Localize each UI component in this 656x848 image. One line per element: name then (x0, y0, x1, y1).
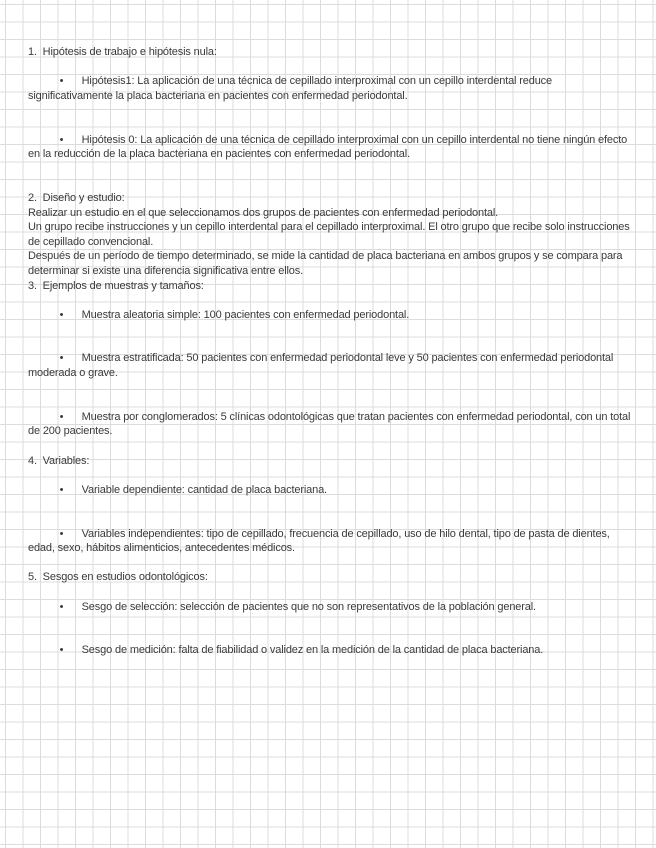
list-item-text: Variables independientes: tipo de cepillado, frecuencia de cepillado, uso de hilo dental, tipo de pasta de dientes, edad, sexo, hábitos alimenticios, antecedentes médicos. (28, 527, 613, 555)
list-item-text: Variable dependiente: cantidad de placa bacteriana. (81, 483, 327, 496)
paragraph: Realizar un estudio en el que seleccionamos dos grupos de pacientes con enfermedad periodontal. (28, 206, 499, 219)
section-heading-variables: 4. Variables: (28, 454, 90, 467)
section-heading-muestras: 3. Ejemplos de muestras y tamaños: (28, 279, 204, 292)
list-item (28, 629, 634, 673)
paragraph: Un grupo recibe instrucciones y un cepillo interdental para el cepillado interproximal. El otro grupo que recibe solo instrucciones de cepillado convencional. (28, 221, 633, 248)
list-item-text: Muestra aleatoria simple: 100 pacientes con enfermedad periodontal. (81, 308, 410, 321)
section-heading-sesgos: 5. Sesgos en estudios odontológicos: (28, 571, 208, 584)
list-item-text: Hipótesis1: La aplicación de una técnica de cepillado interproximal con un cepillo interdental reduce significativamente la placa bacteriana en pacientes con enfermedad periodontal. (28, 75, 555, 102)
bullet-icon: • (59, 527, 64, 540)
section-heading-hipotesis: 1. Hipótesis de trabajo e hipótesis nula: (28, 46, 217, 58)
list-item-text: Sesgo de medición: falta de fiabilidad o validez en la medición de la cantidad de placa bacteriana. (81, 644, 544, 657)
list-item-text: Hipótesis 0: La aplicación de una técnica de cepillado interproximal con un cepillo interdental no tiene ningún efecto en la reducción de la placa bacteriana en pacientes con enfermedad periodontal. (28, 133, 631, 161)
list-item (28, 585, 634, 629)
list-item (28, 512, 634, 570)
list-item (28, 293, 634, 337)
bullet-icon: • (59, 483, 64, 496)
list-item (28, 395, 634, 453)
list-item (28, 60, 634, 118)
paragraph: Después de un período de tiempo determinado, se mide la cantidad de placa bacteriana en ambos grupos y se compara para determinar si existe una diferencia significativa entre ellos. (28, 250, 626, 277)
bullet-icon: • (59, 410, 64, 423)
section-heading-diseno: 2. Diseño y estudio: (28, 191, 125, 204)
bullet-icon: • (59, 133, 64, 146)
document-body (28, 45, 634, 673)
bullet-icon: • (59, 352, 64, 365)
list-item-text: Sesgo de selección: selección de pacientes que no son representativos de la población general. (81, 600, 536, 613)
list-item (28, 118, 634, 176)
list-item-text: Muestra por conglomerados: 5 clínicas odontológicas que tratan pacientes con enfermedad periodontal, con un total de 200 pacientes. (28, 410, 634, 438)
list-item (28, 337, 634, 395)
bullet-icon: • (59, 308, 64, 321)
bullet-icon: • (59, 75, 64, 88)
bullet-icon: • (59, 644, 64, 657)
list-item (28, 468, 634, 512)
list-item-text: Muestra estratificada: 50 pacientes con enfermedad periodontal leve y 50 pacientes con enfermedad periodontal moderada o grave. (28, 352, 617, 380)
bullet-icon: • (59, 600, 64, 613)
